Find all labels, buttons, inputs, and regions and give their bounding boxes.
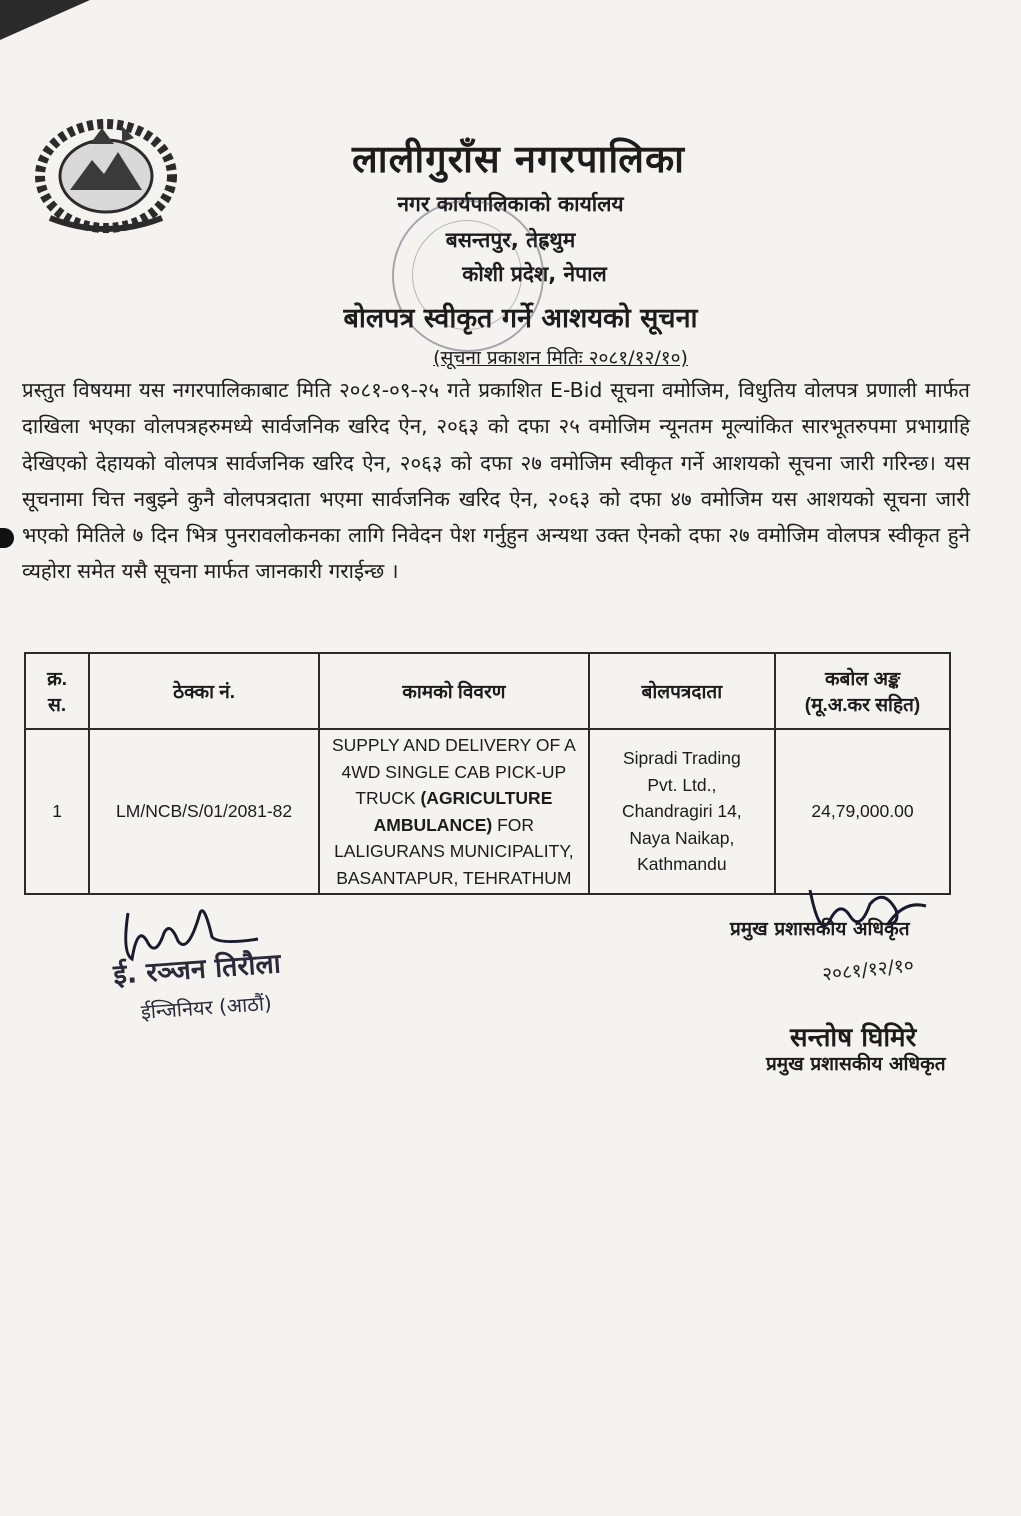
punch-hole-mark [0,528,14,548]
publish-date: (सूचना प्रकाशन मितिः २०८१/१२/१०) [433,347,688,369]
header-sn: क्र. स. [25,653,89,729]
address-line-1: बसन्तपुर, तेह्रथुम [445,228,576,252]
engineer-name: ई. रञ्जन तिरौला [112,948,282,991]
cell-contract-no: LM/NCB/S/01/2081-82 [89,729,319,894]
table-header-row [25,653,950,729]
cao-name: सन्तोष घिमिरे [790,1023,917,1053]
header-description: कामको विवरण [319,653,589,729]
cell-description: SUPPLY AND DELIVERY OF A 4WD SINGLE CAB PICK-UP TRUCK (AGRICULTURE AMBULANCE) FOR LALIGURANS MUNICIPALITY, BASANTAPUR, TEHRATHUM [319,729,589,894]
notice-paragraph: प्रस्तुत विषयमा यस नगरपालिकाबाट मिति २०८१-०९-२५ गते प्रकाशित E-Bid सूचना वमोजिम, विधुतिय वोलपत्र प्रणाली मार्फत दाखिला भएका वोलपत्रहरुमध्ये सार्वजनिक खरिद ऐन, २०६३ को दफा २५ वमोजिम न्यूनतम मूल्यांकित सारभूतरुपमा प्रभाग्राहि देखिएको देहायको वोलपत्र सार्वजनिक खरिद ऐन, २०६३ को दफा २७ वमोजिम स्वीकृत गर्ने आशयको सूचना जारी गरिन्छ। यस सूचनामा चित्त नबुझ्ने कुनै वोलपत्रदाता भएमा सार्वजनिक खरिद ऐन, २०६३ को दफा ४७ वमोजिम यस आशयको सूचना जारी भएको मितिले ७ दिन भित्र पुनरावलोकनका लागि निवेदन पेश गर्नुहुन अन्यथा उक्त ऐनको दफा २७ वमोजिम वोलपत्र स्वीकृत हुने व्यहोरा समेत यसै सूचना मार्फत जानकारी गराईन्छ । [22,378,970,584]
page-corner-shadow [0,0,90,40]
cao-title: प्रमुख प्रशासकीय अधिकृत [766,1053,946,1075]
cell-sn: 1 [25,729,89,894]
org-name: लालीगुराँस नगरपालिका [352,137,685,181]
header-bidder: बोलपत्रदाता [589,653,775,729]
cao-label: प्रमुख प्रशासकीय अधिकृत [730,918,910,940]
award-table [24,652,951,895]
engineer-title: ईन्जिनियर (आठौं) [140,990,273,1024]
header-amount: कबोल अङ्क (मू.अ.कर सहित) [775,653,950,729]
cell-amount: 24,79,000.00 [775,729,950,894]
header-contract-no: ठेक्का नं. [89,653,319,729]
notice-title: बोलपत्र स्वीकृत गर्ने आशयको सूचना [343,303,698,334]
cao-signature-date: २०८१/१२/१० [821,954,915,986]
address-line-2: कोशी प्रदेश, नेपाल [462,262,607,286]
table-row [25,729,950,894]
cell-bidder: Sipradi Trading Pvt. Ltd., Chandragiri 14, Naya Naikap, Kathmandu [589,729,775,894]
office-name: नगर कार्यपालिकाको कार्यालय [397,192,624,216]
